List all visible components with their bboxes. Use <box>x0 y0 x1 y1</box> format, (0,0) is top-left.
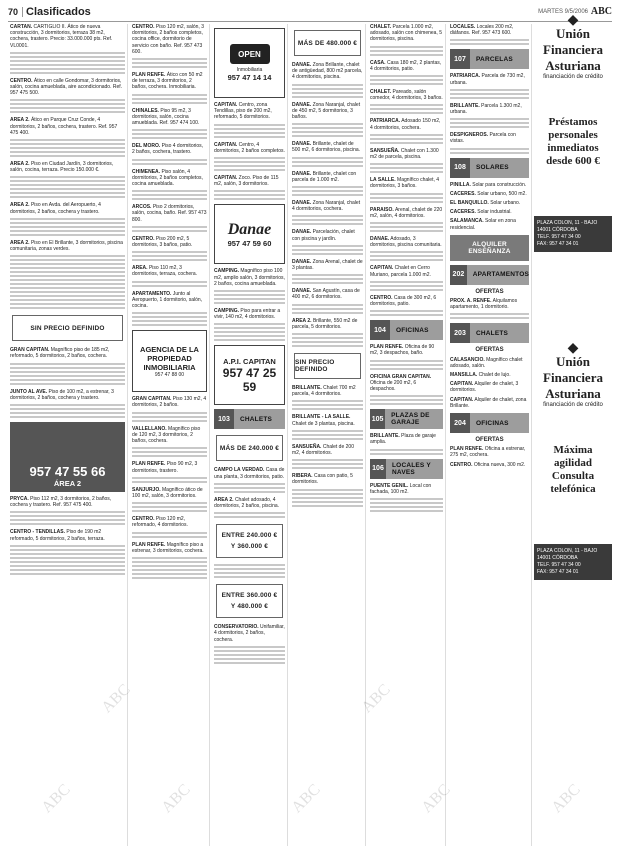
list-item: PINILLA. Solar para construcción. <box>450 181 527 188</box>
text-lines <box>370 75 443 85</box>
text-lines <box>292 123 363 137</box>
section-label: PARCELAS <box>476 55 513 63</box>
text-lines <box>370 104 443 114</box>
list-item: PLAN RENFE. Magnífico piso a estrenar, 3 dormitorios, cochera. <box>132 541 204 554</box>
section-number: 103 <box>214 409 234 429</box>
list-item: DANAE. San Agustín, casa de 400 m2, 6 dormitorios. <box>292 288 360 301</box>
text-lines <box>10 176 125 198</box>
column-6 <box>448 24 532 846</box>
finance-ad-headline <box>534 72 612 212</box>
list-item: SANJURJO. Magnífico ático de 100 m2, salón, 3 dormitorios. <box>132 486 203 499</box>
text-lines <box>10 218 125 236</box>
alquiler-bar <box>450 235 529 261</box>
price-range-box <box>216 524 283 558</box>
text-lines <box>292 333 363 347</box>
section-bar-oficinas <box>370 320 443 340</box>
agency-ad <box>132 330 207 392</box>
list-item: SALAMANCA. Solar en zona residencial. <box>450 218 516 231</box>
open-logo: OPEN <box>230 44 270 64</box>
contact-phone: TELF. 957 47 34 00 <box>537 562 581 568</box>
list-item: CHINALES. Piso 95 m2, 3 dormitorios, salón, cocina amueblada. Ref. 957 474 100. <box>132 107 200 127</box>
list-item: AREA 2. Piso en El Brillante, 3 dormitorios, piscina comunitaria, zonas verdes. <box>10 239 123 253</box>
section-label: PLAZAS DE GARAJE <box>391 412 430 427</box>
capitan-ad <box>214 345 285 405</box>
headline-line: Consulta <box>551 470 595 482</box>
list-item: PATRIARCA. Parcela de 730 m2, urbana. <box>450 73 525 86</box>
list-item: ARCOS. Piso 2 dormitorios, salón, cocina, baño. Ref. 957 473 800. <box>132 204 207 223</box>
contact-city: 14001 CÓRDOBA <box>537 555 578 561</box>
list-item: PLAN RENFE. Oficina a estrenar, 275 m2, cochera. <box>450 446 526 459</box>
text-lines <box>214 290 285 304</box>
text-lines <box>370 360 443 370</box>
text-lines <box>292 274 363 284</box>
section-bar-oficinas-alquiler <box>450 413 529 433</box>
list-item: CENTRO. Piso 200 m2, 5 dormitorios, 3 baños, patio. <box>132 235 193 249</box>
list-item: PLAN RENFE. Piso 90 m2, 3 dormitorios, trastero. <box>132 461 198 474</box>
price-range-line2: Y 480.000 € <box>230 603 269 611</box>
section-bar-garaje <box>370 409 443 429</box>
text-lines <box>10 99 125 113</box>
watermark-logo: ABC <box>158 781 194 817</box>
list-item: CAPITAN. Centro, 4 dormitorios, 2 baños completos. <box>214 141 285 154</box>
area2-phone: 957 47 55 66 <box>29 464 106 480</box>
column-5 <box>368 24 446 846</box>
text-lines <box>370 163 443 173</box>
list-item: CAPITAN. Alquiler de chalet, 3 dormitorios. <box>450 381 519 394</box>
section-number: 108 <box>450 158 470 178</box>
contact-address: PLAZA COLON, 11 - BAJO <box>537 548 598 554</box>
list-item: JUNTO AL AVE. Piso de 100 m2, a estrenar, 3 dormitorios, 2 baños, cochera y trastero. <box>10 388 114 401</box>
text-lines <box>370 281 443 291</box>
list-item: BRILLANTE. Plaza de garaje amplia. <box>370 433 436 446</box>
list-item: CONSERVATORIO. Unifamiliar, 4 dormitorios, 2 baños, cochera. <box>214 624 285 643</box>
text-lines <box>132 58 207 68</box>
list-item: DANAE. Brillante, chalet con parcela de 1.000 m2. <box>292 170 357 183</box>
section-number: 104 <box>370 320 390 340</box>
ofertas-label: OFERTAS <box>475 437 504 444</box>
text-lines <box>450 89 529 99</box>
list-item: DANAE. Brillante, chalet de 500 m2, 6 dormitorios, piscina. <box>292 141 361 154</box>
headline-line: agilidad <box>554 457 592 469</box>
list-item: LA SALLE. Magnífico chalet, 4 dormitorios, 3 baños. <box>370 177 440 190</box>
watermark-logo: ABC <box>548 781 584 817</box>
list-item: AREA. Piso 110 m2, 3 dormitorios, terraza, cochera. <box>132 265 198 278</box>
text-lines <box>450 39 529 45</box>
list-item: EL BANQUILLO. Solar urbano. <box>450 200 521 207</box>
text-lines <box>370 498 443 512</box>
text-lines <box>292 430 363 440</box>
list-item: PARAISO. Arenal, chalet de 220 m2, salón, 4 dormitorios. <box>370 206 443 219</box>
text-lines <box>132 477 207 483</box>
list-item: CENTRO. Piso 120 m2, reformado, 4 dormitorios. <box>132 516 188 529</box>
section-label: OFICINAS <box>396 326 429 334</box>
price-range-box: MÁS DE 480.000 € <box>294 30 361 56</box>
list-item: CENTRO. Piso 120 m2, salón, 3 dormitorios, 2 baños completos, cocina office, dormitorio de servicio con baño. Ref. 957 473 600. <box>132 24 204 55</box>
text-lines <box>10 52 125 74</box>
agency-phone: 957 47 88 00 <box>154 371 185 378</box>
list-item: CAPITAN. Centro, zona Tendillas, piso de 200 m2, reformado, 5 dormitorios. <box>214 102 272 121</box>
finance-logo-icon: ◆ <box>567 11 579 27</box>
open-line1: Inmobiliaria <box>236 67 263 73</box>
section-number: 203 <box>450 323 470 343</box>
page-header <box>8 6 612 22</box>
text-lines <box>132 502 207 512</box>
column-3 <box>212 24 288 846</box>
agency-name: AGENCIA DE LA PROPIEDAD INMOBILIARIA <box>140 344 199 372</box>
list-item: CENTRO - TENDILLAS. Piso de 190 m2 reformado, 5 dormitorios, 2 baños, terraza. <box>10 529 105 542</box>
list-item: BRILLANTE. Parcela 1.300 m2, urbana. <box>450 102 522 116</box>
price-range-line1: ENTRE 240.000 € <box>221 532 278 540</box>
watermark-logo: ABC <box>358 681 394 717</box>
text-lines <box>292 157 363 167</box>
section-bar-locales <box>370 459 443 479</box>
list-item: AREA 2. Piso en Ciudad Jardín, 3 dormitorios, salón, cocina, terraza. Precio 150.000 €. <box>10 161 114 174</box>
watermark-logo: ABC <box>418 781 454 817</box>
text-lines <box>292 400 363 410</box>
list-item: AREA 2. Piso en Avda. del Aeropuerto, 4 dormitorios, 2 baños, cochera y trastero. <box>10 202 101 215</box>
text-lines <box>214 646 285 664</box>
list-item: LOCALES. Locales 200 m2, diáfanos. Ref. 957 473 600. <box>450 24 514 37</box>
list-item: PATRIARCA. Adosado 150 m2, 4 dormitorios, cochera. <box>370 118 441 131</box>
brand-logo: ABC <box>590 6 612 17</box>
headline-line: inmediatos <box>547 142 599 154</box>
ad-spacer <box>534 252 612 355</box>
finance-subtitle: financiación de crédito <box>543 74 603 80</box>
list-item: CARTAN. CARTIGLIO II. Ático de nueva construcción, 3 dormitorios, terraza 38 m2, cochera, trastero. Precio: 33.000.000 pts. Ref. VL0001. <box>10 24 113 49</box>
list-item: PLAN RENFE. Oficina de 90 m2, 3 despachos, baño. <box>370 344 435 357</box>
list-item: BRILLANTE - LA SALLE. Chalet de 3 plantas, piscina. <box>292 414 355 427</box>
list-item: BRILLANTE. Chalet 700 m2 parcela, 4 dormitorios. <box>292 385 356 398</box>
list-item: VALLELLANO. Magnífico piso de 120 m2, 3 dormitorios, 2 baños, cochera. <box>132 425 201 445</box>
section-bar-apartamentos <box>450 265 529 285</box>
text-lines <box>370 222 443 232</box>
list-item: PRYCA. Piso 112 m2, 3 dormitorios, 2 baños, cochera y trastero. Ref. 957 475 400. <box>10 496 112 509</box>
ofertas-label: OFERTAS <box>475 288 504 295</box>
text-lines <box>292 84 363 98</box>
list-item: DANAE. Parcelación, chalet con piscina y jardín. <box>292 229 355 242</box>
capitan-phone: 957 47 25 59 <box>222 365 277 394</box>
text-lines <box>132 190 207 200</box>
text-lines <box>292 245 363 255</box>
area2-ad <box>10 422 125 492</box>
headline-line: Máxima <box>553 444 593 456</box>
price-range-line1: ENTRE 360.000 € <box>221 592 278 600</box>
list-item: GRAN CAPITAN. Magnífico piso de 185 m2, reformado, 5 dormitorios, 2 baños, cochera. <box>10 347 110 360</box>
text-lines <box>292 304 363 314</box>
list-item: GRAN CAPITAN. Piso 130 m2, 4 dormitorios, 2 baños. <box>132 396 207 409</box>
contact-fax: FAX: 957 47 34 01 <box>537 241 579 247</box>
section-label: CHALETS <box>240 415 273 423</box>
text-lines <box>450 313 529 319</box>
contact-address: PLAZA COLON, 11 - BAJO <box>537 220 598 226</box>
section-label: SOLARES <box>476 164 509 172</box>
open-ad <box>214 28 285 98</box>
list-item: CAMPO LA VERDAD. Casa de una planta, 3 dormitorios, patio. <box>214 467 285 480</box>
finance-ad-header <box>534 339 612 408</box>
column-2 <box>130 24 210 846</box>
list-item: MANSILLA. Chalet de lujo. <box>450 372 511 379</box>
list-item: DANAE. Zona Naranjal, chalet 4 dormitorios, cochera. <box>292 200 361 213</box>
area2-name: ÁREA 2 <box>53 479 82 489</box>
list-item: CAPITAN. Zoco. Piso de 115 m2, salón, 3 dormitorios. <box>214 175 279 188</box>
list-item-group <box>10 24 125 309</box>
section-label: APARTAMENTOS <box>472 271 529 279</box>
text-lines <box>10 545 125 575</box>
list-item: DESPIGNEROS. Parcela con vistas. <box>450 132 516 145</box>
list-item: DANAE. Zona Arenal, chalet de 3 plantas. <box>292 258 363 272</box>
text-lines <box>132 159 207 165</box>
section-number: 202 <box>450 265 467 285</box>
column-4 <box>290 24 366 846</box>
text-lines <box>214 512 285 518</box>
text-lines <box>370 251 443 261</box>
list-item: OFICINA GRAN CAPITAN. Oficina de 200 m2, 6 despachos. <box>370 373 432 393</box>
list-item: CACERES. Solar industrial. <box>450 209 512 216</box>
list-item: CHALET. Pareado, salón comedor, 4 dormitorios, 3 baños. <box>370 89 443 102</box>
list-item: AREA 2. Ático en Parque Cruz Conde, 4 dormitorios, 2 baños, cochera, trastero. Ref. 957 475 400. <box>10 117 118 136</box>
finance-subtitle: financiación de crédito <box>543 402 603 408</box>
section-bar-solares <box>450 158 529 178</box>
finance-title: Unión Financiera Asturiana <box>543 26 603 73</box>
list-item: CHALET. Parcela 1.000 m2, adosado, salón con chimenea, 5 dormitorios, piscina. <box>370 24 442 43</box>
list-item: SANSUEÑA. Chalet con 1.300 m2 de parcela, piscina. <box>370 147 439 161</box>
alquiler-label: ALQUILER <box>472 240 507 248</box>
text-lines <box>370 449 443 455</box>
list-item: AREA 2. Brillante, 550 m2 de parcela, 5 dormitorios. <box>292 317 358 330</box>
text-lines <box>292 459 363 469</box>
section-number: 204 <box>450 413 470 433</box>
danae-ad <box>214 204 285 264</box>
list-item: CHIMENEA. Piso salón, 4 dormitorios, 2 baños completos, cocina amueblada. <box>132 168 203 188</box>
list-item: DANAE. Adosado, 3 dormitorios, piscina comunitaria. <box>370 236 442 249</box>
text-lines <box>132 532 207 538</box>
enseñanza-label: ENSEÑANZA <box>468 247 511 255</box>
text-lines <box>292 215 363 225</box>
text-lines <box>132 281 207 287</box>
section-bar-chalets <box>214 409 285 429</box>
list-item: CALASANCIO. Magnífico chalet adosado, salón. <box>450 356 523 369</box>
headline-line: telefónica <box>550 483 596 495</box>
text-lines <box>132 557 207 579</box>
text-lines <box>132 226 207 232</box>
section-number: 105 <box>370 409 385 429</box>
text-lines <box>10 404 125 418</box>
list-item: PLAN RENFE. Ático con 50 m2 de terraza, 3 dormitorios, 2 baños, cochera. Inmobiliaria. <box>132 72 203 91</box>
text-lines <box>214 124 285 138</box>
text-lines <box>370 193 443 203</box>
text-lines <box>132 251 207 261</box>
finance-ad-headline <box>534 400 612 540</box>
list-item: DEL MORO. Piso 4 dormitorios, 2 baños, cochera, trastero. <box>132 143 204 156</box>
text-lines <box>132 94 207 104</box>
page-number: 70 <box>8 7 23 17</box>
capitan-name: A.P.I. CAPITAN <box>223 356 276 366</box>
list-item: APARTAMENTO. Junto al Aeropuerto, 1 dormitorio, salón, cocina. <box>132 290 203 310</box>
list-item: CENTRO. Casa de 300 m2, 6 dormitorios, patio. <box>370 294 437 308</box>
text-lines <box>10 255 125 309</box>
text-lines <box>214 483 285 493</box>
text-lines <box>370 134 443 144</box>
list-item: CENTRO. Oficina nueva, 300 m2. <box>450 461 526 468</box>
text-lines <box>10 363 125 385</box>
headline-line: desde 600 € <box>546 155 600 167</box>
price-range-box: SIN PRECIO DEFINIDO <box>294 353 361 379</box>
list-item: CACERES. Solar urbano, 500 m2. <box>450 190 527 197</box>
contact-fax: FAX: 957 47 34 01 <box>537 569 579 575</box>
text-lines <box>370 310 443 316</box>
finance-logo-icon: ◆ <box>567 339 579 355</box>
list-item: CENTRO. Ático en calle Gondomar, 3 dormitorios, salón, cocina amueblada, aire acondicionado. Ref. 957 475 500. <box>10 77 123 97</box>
list-item: CAPITAN. Chalet en Cerro Muriano, parcela 1.000 m2. <box>370 265 431 278</box>
text-lines <box>370 395 443 405</box>
price-range-box: MÁS DE 240.000 € <box>216 435 283 461</box>
text-lines <box>214 564 285 578</box>
list-item: SANSUEÑA. Chalet de 200 m2, 4 dormitorios. <box>292 443 354 457</box>
list-item: RIBERA. Casa con patio, 5 dormitorios. <box>292 473 353 486</box>
watermark-logo: ABC <box>98 681 134 717</box>
section-number: 107 <box>450 49 470 69</box>
list-item: PROX. A. RENFE. Alquilamos apartamento, 1 dormitorio. <box>450 298 518 311</box>
text-lines <box>132 129 207 139</box>
text-lines <box>10 139 125 157</box>
danae-logo: Danae <box>227 220 272 238</box>
list-item: AREA 2. Chalet adosado, 4 dormitorios, 2 baños, piscina. <box>214 496 280 510</box>
publication-date: MARTES 9/5/2006 <box>538 9 588 15</box>
section-label: CHALETS <box>476 329 509 337</box>
open-phone: 957 47 14 14 <box>227 73 272 82</box>
headline-line: Préstamos <box>548 116 598 128</box>
list-item: CAMPING. Magnífico piso 100 m2, amplio salón, 3 dormitorios, 2 baños, cocina amueblada. <box>214 268 285 287</box>
text-lines <box>10 511 125 525</box>
finance-title: Unión Financiera Asturiana <box>543 354 603 401</box>
text-lines <box>132 447 207 457</box>
section-title: Clasificados <box>26 6 91 18</box>
text-lines <box>132 412 207 422</box>
text-lines <box>214 323 285 341</box>
price-range-line2: Y 360.000 € <box>230 543 269 551</box>
list-item: CAMPING. Piso para entrar a vivir, 140 m2, 4 dormitorios. <box>214 308 281 321</box>
section-label: OFICINAS <box>476 419 509 427</box>
list-item: CASA. Casa 180 m2, 2 plantas, 4 dormitorios, patio. <box>370 59 442 72</box>
contact-city: 14001 CÓRDOBA <box>537 227 578 233</box>
price-range-box <box>216 584 283 618</box>
list-item: PUENTE GENIL. Local con fachada, 100 m2. <box>370 482 432 495</box>
text-lines <box>292 186 363 196</box>
text-lines <box>132 312 207 326</box>
list-item: DANAE. Zona Naranjal, chalet de 450 m2, 5 dormitorios, 3 baños. <box>292 101 361 121</box>
finance-contact <box>534 544 612 580</box>
text-lines <box>214 190 285 200</box>
headline-line: personales <box>548 129 598 141</box>
finance-contact <box>534 216 612 252</box>
list-item: DANAE. Zona Brillante, chalet de antigüedad, 800 m2 parcela, 4 dormitorios, piscina. <box>292 62 363 81</box>
danae-phone: 957 47 59 60 <box>227 238 272 248</box>
text-lines <box>450 118 529 128</box>
price-range-box: SIN PRECIO DEFINIDO <box>12 315 123 341</box>
contact-phone: TELF. 957 47 34 00 <box>537 234 581 240</box>
text-lines <box>214 157 285 171</box>
section-label: LOCALES Y NAVES <box>392 461 431 476</box>
text-lines <box>292 489 363 507</box>
ofertas-label: OFERTAS <box>475 347 504 354</box>
section-number: 106 <box>370 459 386 479</box>
list-item: CAPITAN. Alquiler de chalet, zona Brillante. <box>450 396 527 409</box>
watermark-logo: ABC <box>38 781 74 817</box>
watermark-logo: ABC <box>288 781 324 817</box>
text-lines <box>450 148 529 154</box>
section-bar-parcelas <box>450 49 529 69</box>
text-lines <box>370 46 443 56</box>
column-1 <box>8 24 128 846</box>
section-bar-chalets-alquiler <box>450 323 529 343</box>
